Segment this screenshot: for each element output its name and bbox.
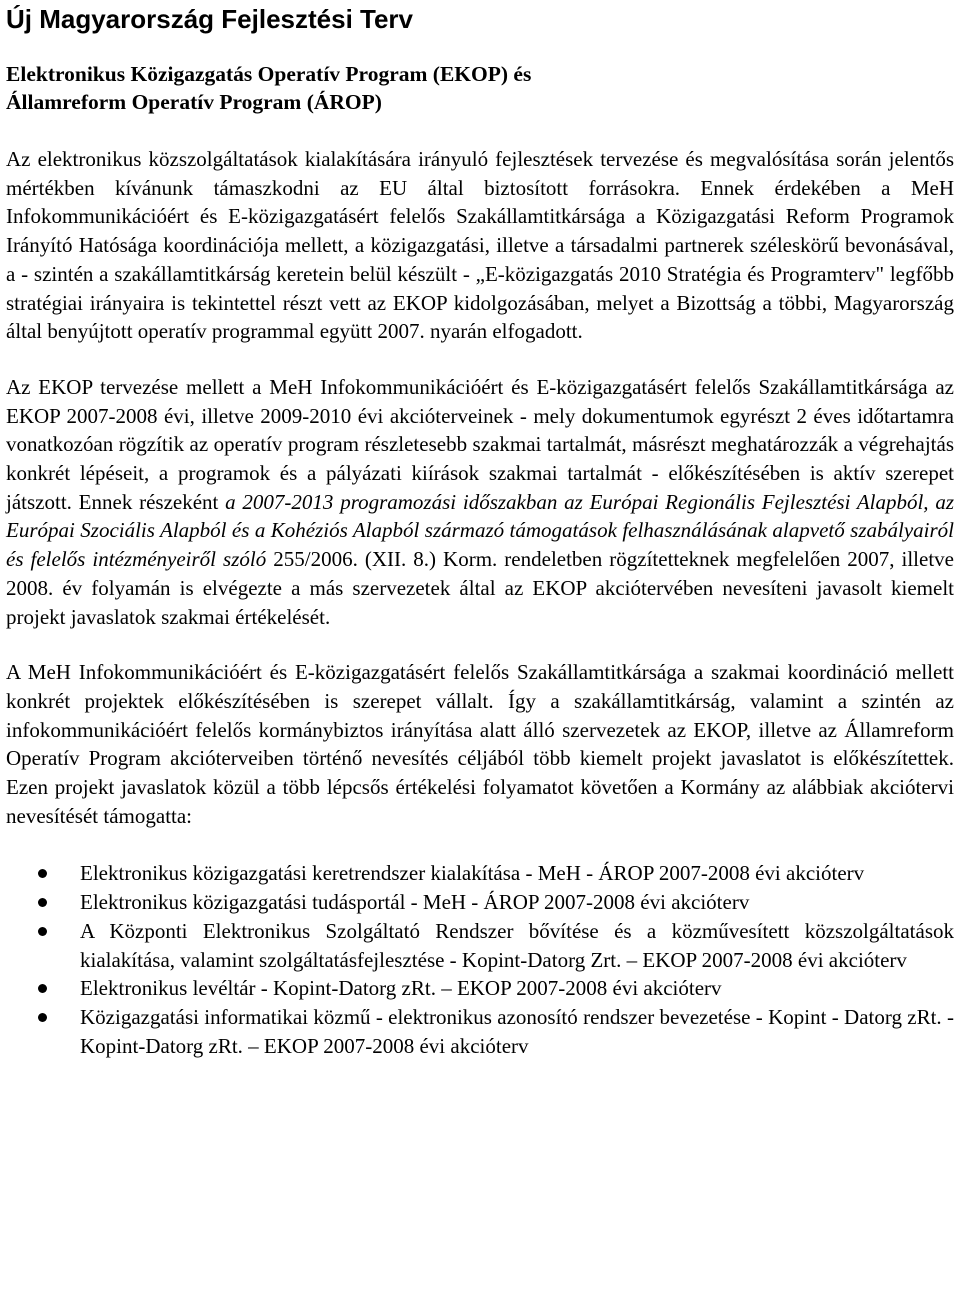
list-item-text: Elektronikus közigazgatási keretrendszer kialakítása - MeH - ÁROP 2007-2008 évi akcióterv xyxy=(80,861,865,886)
bullet-icon xyxy=(38,1013,47,1022)
document-title: Új Magyarország Fejlesztési Terv xyxy=(6,4,414,34)
paragraph-2-part-1: Az EKOP tervezése mellett a MeH Infokommunikációért és E-közigazgatásért felelős Szakállamtitkársága az EKOP 2007-2008 évi, illetve 2009-2010 évi akcióterveinek - mely dokumentumok egyrészt 2 éves időtartamra vonatkozóan rögzítik az operatív program részletesebb szakmai tartalmát, másrészt meghatározzák a végrehajtás konkrét lépéseit, a programok és a pályázati kiírások szakmai tartalmát - előkészítésében is aktív szerepet játszott. Ennek részeként xyxy=(6,374,954,514)
list-item xyxy=(6,917,954,974)
bullet-icon xyxy=(38,984,47,993)
list-item xyxy=(6,888,954,917)
document-page xyxy=(0,2,960,1297)
subtitle-line-1: Elektronikus Közigazgatás Operatív Program (EKOP) és xyxy=(6,62,532,86)
paragraph-2-italic: a 2007-2013 programozási időszakban az Európai Regionális Fejlesztési Alapból, az Európai Szociális Alapból és a Kohéziós Alapból származó támogatások felhasználásának alapvető szabályairól és felelős intézményeiről szóló xyxy=(6,489,955,572)
list-item xyxy=(6,1003,954,1060)
paragraph-3: A MeH Infokommunikációért és E-közigazgatásért felelős Szakállamtitkársága a szakmai koordináció mellett konkrét projektek előkészítésében is szerepet vállalt. Így a szakállamtitkárság, valamint a szintén az infokommunikációért felelős kormánybiztos irányítása alatt álló szervezetek az EKOP, illetve az Államreform Operatív Program akcióterveiben történő nevesítés céljából több kiemelt projekt javaslatot is előkészítettek. Ezen projekt javaslatok közül a több lépcsős értékelési folyamatot követően a Kormány az alábbiak akciótervi nevesítését támogatta: xyxy=(6,660,954,828)
list-item-text: Közigazgatási informatikai közmű - elektronikus azonosító rendszer bevezetése - Kopint - Datorg zRt. - Kopint-Datorg zRt. – EKOP 2007-2008 évi akcióterv xyxy=(80,1004,954,1058)
list-item-text: Elektronikus közigazgatási tudásportál - MeH - ÁROP 2007-2008 évi akcióterv xyxy=(80,890,750,915)
paragraph-2 xyxy=(6,373,954,631)
bullet-icon xyxy=(38,927,47,936)
bullet-icon xyxy=(38,898,47,907)
list-item xyxy=(6,974,954,1003)
bullet-icon xyxy=(38,869,47,878)
paragraph-1: Az elektronikus közszolgáltatások kialakítására irányuló fejlesztések tervezése és megvalósítása során jelentős mértékben kívánunk támaszkodni az EU által biztosított forrásokra. Ennek érdekében a MeH Infokommunikációért és E-közigazgatásért felelős Szakállamtitkársága a Közigazgatási Reform Programok Irányító Hatósága koordinációja mellett, a közigazgatási, illetve a társadalmi partnerek széleskörű bevonásával, a - szintén a szakállamtitkárság keretein belül készült - „E-közigazgatás 2010 Stratégia és Programterv" legfőbb stratégiai irányaira is tekintettel részt vett az EKOP kidolgozásában, melyet a Bizottság a többi, Magyarország által benyújtott operatív programmal együtt 2007. nyarán elfogadott. xyxy=(6,147,954,344)
subtitle-line-2: Államreform Operatív Program (ÁROP) xyxy=(6,90,382,114)
paragraph-2-part-2: 255/2006. (XII. 8.) Korm. rendeletben rögzítetteknek megfelelően 2007, illetve 2008. év folyamán is elvégezte a más szervezetek által az EKOP akciótervében nevesíteni javasolt kiemelt projekt javaslatok szakmai értékelését. xyxy=(6,547,954,629)
list-item xyxy=(6,859,954,888)
list-item-text: Elektronikus levéltár - Kopint-Datorg zRt. – EKOP 2007-2008 évi akcióterv xyxy=(80,976,722,1001)
project-list xyxy=(6,859,954,1060)
document-subtitle xyxy=(6,60,954,116)
list-item-text: A Központi Elektronikus Szolgáltató Rendszer bővítése és a közművesített közszolgáltatások kialakítása, valamint szolgáltatásfejlesztése - Kopint-Datorg Zrt. – EKOP 2007-2008 évi akcióterv xyxy=(80,918,954,972)
